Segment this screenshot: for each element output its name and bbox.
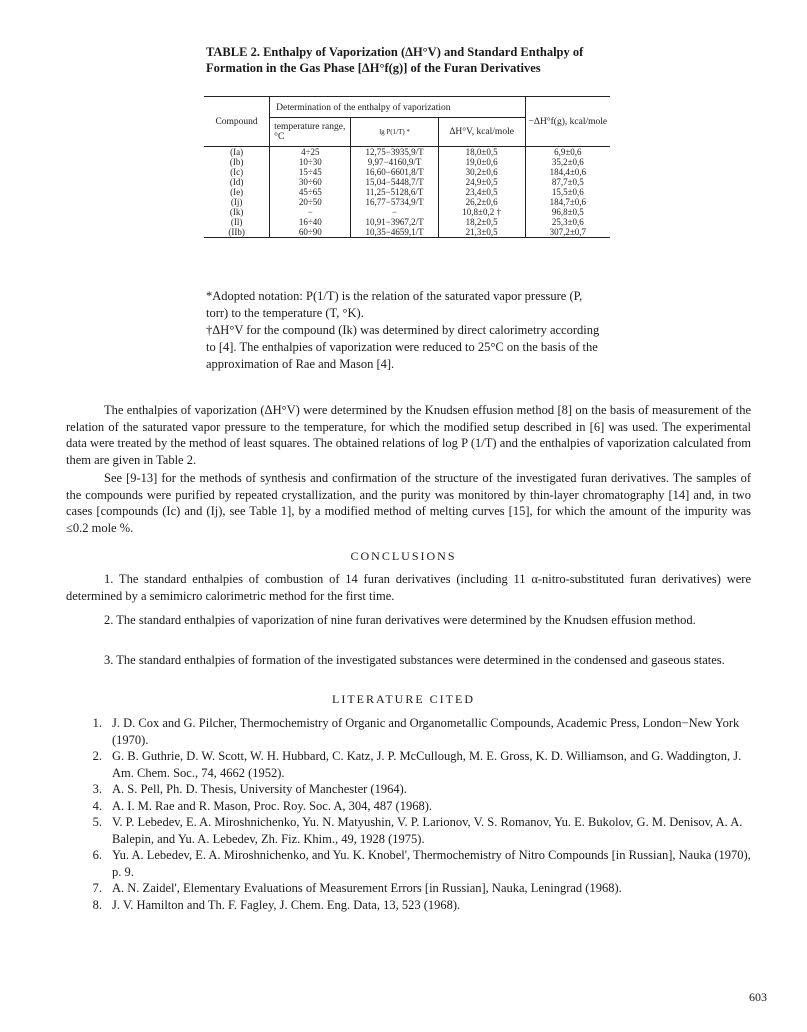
cell-lgp: 11,25−5128,6/T xyxy=(351,187,438,197)
cell-dhv: 30,2±0,6 xyxy=(438,167,525,177)
cell-dhv: 21,3±0,5 xyxy=(438,227,525,238)
cell-temp: 45÷65 xyxy=(270,187,351,197)
table-body xyxy=(204,147,610,238)
cell-dhv: 10,8±0,2 † xyxy=(438,207,525,217)
table-row xyxy=(204,187,610,197)
cell-compound: (Ia) xyxy=(230,147,244,157)
cell-compound: (Ib) xyxy=(229,157,244,167)
reference-item xyxy=(66,798,756,815)
cell-compound: (Ik) xyxy=(229,207,244,217)
cell-lgp: 10,35−4659,1/T xyxy=(351,227,438,238)
cell-dhv: 18,2±0,5 xyxy=(438,217,525,227)
table-row xyxy=(204,147,610,158)
table-row xyxy=(204,217,610,227)
cell-compound: (Id) xyxy=(229,177,244,187)
reference-number: 8. xyxy=(92,897,102,912)
cell-lgp: 10,91−3967,2/T xyxy=(351,217,438,227)
reference-number: 6. xyxy=(92,848,102,862)
reference-number: 2. xyxy=(92,749,102,763)
reference-text: A. I. M. Rae and R. Mason, Proc. Roy. Soc. A, 304, 487 (1968). xyxy=(112,798,433,813)
table-row xyxy=(204,177,610,187)
cell-lgp: 15,04−5448,7/T xyxy=(351,177,438,187)
conclusion-item: 3. The standard enthalpies of formation of the investigated substances were determined in the condensed and gaseous states. xyxy=(104,653,725,667)
cell-dhv: 24,9±0,5 xyxy=(438,177,525,187)
cell-dhf: 6,9±0,6 xyxy=(525,147,610,158)
cell-dhv: 26,2±0,6 xyxy=(438,197,525,207)
cell-dhv: 23,4±0,5 xyxy=(438,187,525,197)
cell-compound: (Il) xyxy=(230,217,243,227)
cell-dhv: 19,0±0,6 xyxy=(438,157,525,167)
conclusions-heading: CONCLUSIONS xyxy=(350,549,457,563)
table-row xyxy=(204,167,610,177)
cell-temp: 20÷50 xyxy=(270,197,351,207)
header-determination: Determination of the enthalpy of vaporization xyxy=(270,97,525,118)
cell-dhv: 18,0±0,5 xyxy=(438,147,525,158)
footnote-dagger: †ΔH°V for the compound (Ik) was determined by direct calorimetry according to [4]. The enthalpies of vaporization were reduced to 25°C on the basis of the approximation of Rae and Mason [4]. xyxy=(206,323,600,371)
reference-list xyxy=(66,715,756,913)
paragraph-vaporization: The enthalpies of vaporization (ΔH°V) were determined by the Knudsen effusion method [8] on the basis of measurement of the relation of the saturated vapor pressure to the temperature, for which the modified setup described in [6] was used. The experimental data were treated by the method of least squares. The obtained relations of log P (1/T) and the enthalpies of vaporization calculated from them are given in Table 2. xyxy=(66,403,751,467)
reference-text: Yu. A. Lebedev, E. A. Miroshnichenko, and Yu. K. Knobel', Thermochemistry of Nitro Compounds [in Russian], Nauka (1970), p. 9. xyxy=(112,848,751,879)
table-row xyxy=(204,197,610,207)
cell-compound: (IIb) xyxy=(204,227,270,238)
enthalpy-table xyxy=(204,96,610,238)
header-temp-range: temperature range, °C xyxy=(270,118,351,147)
reference-text: J. V. Hamilton and Th. F. Fagley, J. Chem. Eng. Data, 13, 523 (1968). xyxy=(112,897,461,912)
cell-compound: (Ij) xyxy=(230,197,243,207)
footnote-star: *Adopted notation: P(1/T) is the relation of the saturated vapor pressure (P, torr) to the temperature (T, °K). xyxy=(206,289,583,320)
cell-lgp: − xyxy=(351,207,438,217)
cell-temp: 30÷60 xyxy=(270,177,351,187)
table-row xyxy=(204,227,610,238)
reference-text: J. D. Cox and G. Pilcher, Thermochemistry of Organic and Organometallic Compounds, Academic Press, London−New York (1970). xyxy=(112,716,740,747)
cell-dhf: 35,2±0,6 xyxy=(525,157,610,167)
reference-item xyxy=(66,847,756,880)
cell-dhf: 184,7±0,6 xyxy=(525,197,610,207)
cell-temp: − xyxy=(270,207,351,217)
reference-item xyxy=(66,897,756,914)
cell-temp: 15÷45 xyxy=(270,167,351,177)
reference-number: 3. xyxy=(92,782,102,796)
table-row xyxy=(204,207,610,217)
page-number: 603 xyxy=(749,990,767,1004)
reference-item xyxy=(66,715,756,748)
literature-heading: LITERATURE CITED xyxy=(332,692,475,706)
reference-number: 1. xyxy=(92,716,102,730)
reference-text: A. N. Zaidel', Elementary Evaluations of Measurement Errors [in Russian], Nauka, Leningrad (1968). xyxy=(112,881,622,895)
cell-temp: 4÷25 xyxy=(270,147,351,158)
cell-dhf: 307,2±0,7 xyxy=(525,227,610,238)
header-lgp: lg P(1/T) * xyxy=(351,118,438,147)
cell-compound: (Ie) xyxy=(230,187,244,197)
reference-text: G. B. Guthrie, D. W. Scott, W. H. Hubbard, C. Katz, J. P. McCullough, M. E. Gross, K. D. Williamson, and G. Waddington, J. Am. Chem. Soc., 74, 4662 (1952). xyxy=(112,749,742,780)
cell-dhf: 184,4±0,6 xyxy=(525,167,610,177)
header-dhv: ΔH°V, kcal/mole xyxy=(438,118,525,147)
reference-text: V. P. Lebedev, E. A. Miroshnichenko, Yu. N. Matyushin, V. P. Larionov, V. S. Romanov, Yu. E. Bukolov, G. M. Denisov, A. A. Balepin, and Yu. A. Lebedev, Zh. Fiz. Khim., 49, 1928 (1975). xyxy=(112,815,743,846)
table-row xyxy=(204,157,610,167)
paragraph-synthesis: See [9-13] for the methods of synthesis and confirmation of the structure of the investigated furan derivatives. The samples of the compounds were purified by repeated crystallization, and the purity was monitored by thin-layer chromatography [14] and, in two cases [compounds (Ic) and (Ij), see Table 1], by a modified method of melting curves [15], for which the amount of the impurity was ≤0.2 mole %. xyxy=(66,471,751,535)
conclusion-item: 2. The standard enthalpies of vaporization of nine furan derivatives were determined by the Knudsen effusion method. xyxy=(104,613,696,627)
cell-dhf: 15,5±0,6 xyxy=(525,187,610,197)
conclusion-item: 1. The standard enthalpies of combustion of 14 furan derivatives (including 11 α-nitro-substituted furan derivatives) were determined by a semimicro calorimetric method for the first time. xyxy=(66,572,751,603)
cell-compound: (Ic) xyxy=(230,167,244,177)
cell-temp: 16÷40 xyxy=(270,217,351,227)
reference-text: A. S. Pell, Ph. D. Thesis, University of Manchester (1964). xyxy=(112,782,407,796)
cell-dhf: 96,8±0,5 xyxy=(525,207,610,217)
reference-item xyxy=(66,814,756,847)
reference-item xyxy=(66,880,756,897)
cell-lgp: 9,97−4160,9/T xyxy=(351,157,438,167)
table-footnotes xyxy=(206,288,606,373)
reference-item xyxy=(66,781,756,798)
reference-number: 4. xyxy=(92,798,102,813)
cell-dhf: 25,3±0,6 xyxy=(525,217,610,227)
reference-number: 5. xyxy=(92,815,102,829)
cell-lgp: 16,60−6601,8/T xyxy=(351,167,438,177)
header-compound: Compound xyxy=(204,97,270,147)
cell-lgp: 16,77−5734,9/T xyxy=(351,197,438,207)
table-caption: TABLE 2. Enthalpy of Vaporization (ΔH°V) and Standard Enthalpy of Formation in the Gas Phase [ΔH°f(g)] of the Furan Derivatives xyxy=(206,45,584,75)
cell-dhf: 87,7±0,5 xyxy=(525,177,610,187)
cell-temp: 60÷90 xyxy=(270,227,351,238)
header-dhf: −ΔH°f(g), kcal/mole xyxy=(525,97,610,147)
cell-lgp: 12,75−3935,9/T xyxy=(351,147,438,158)
reference-item xyxy=(66,748,756,781)
reference-number: 7. xyxy=(92,881,102,895)
table-2 xyxy=(204,96,610,238)
cell-temp: 10÷30 xyxy=(270,157,351,167)
